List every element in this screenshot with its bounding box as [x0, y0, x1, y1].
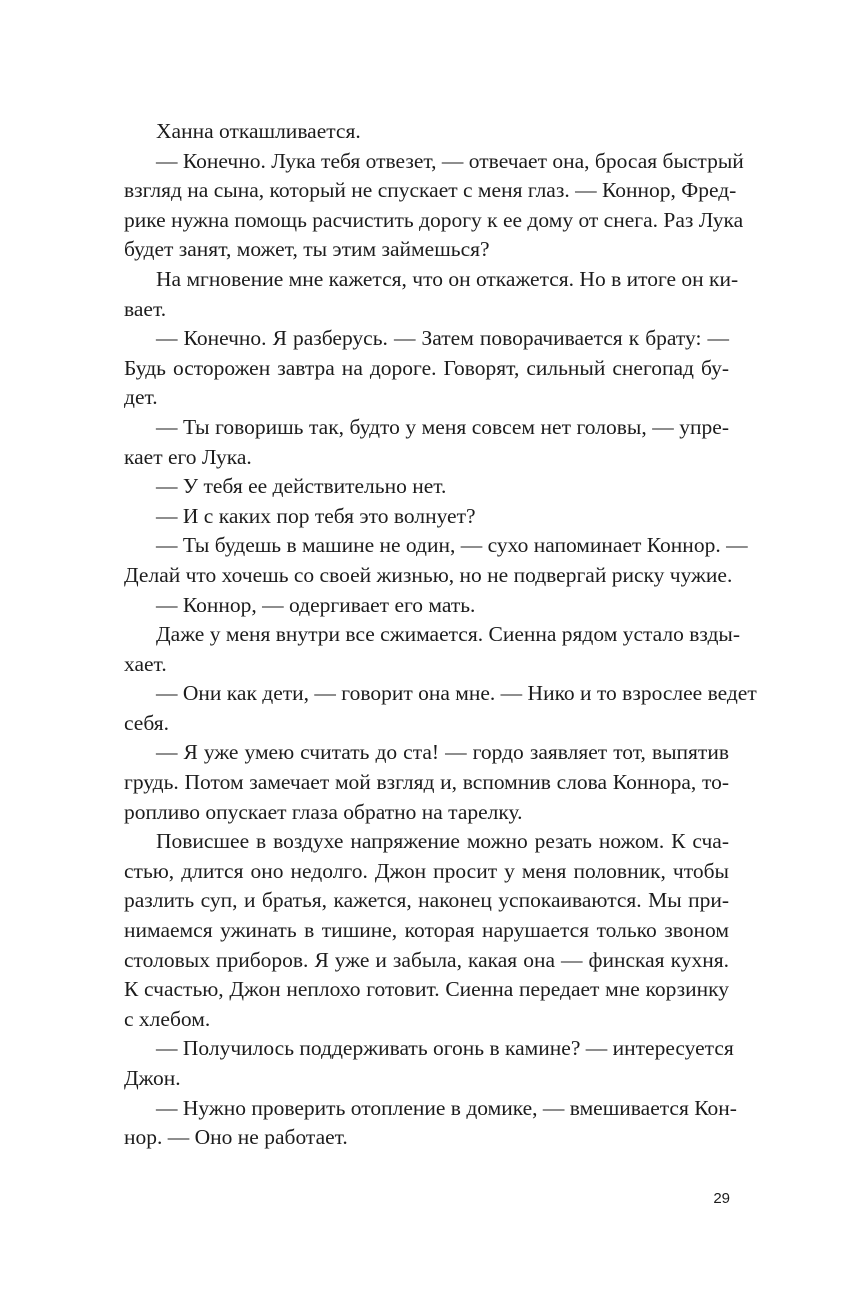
text-line: — Нужно проверить отопление в домике, — вмешивается Кон- [156, 1095, 737, 1120]
text-line: столовых приборов. Я уже и забыла, какая она — финская кухня. [124, 947, 729, 972]
text-line: разлить суп, и братья, кажется, наконец успокаиваются. Мы при- [124, 888, 729, 913]
text-line: — Ты говоришь так, будто у меня совсем нет головы, — упре- [156, 414, 729, 439]
paragraph [124, 827, 729, 1034]
text-line: стью, длится оно недолго. Джон просит у меня половник, чтобы [124, 858, 729, 883]
paragraph [124, 531, 748, 590]
text-line: На мгновение мне кажется, что он откажется. Но в итоге он ки- [156, 266, 739, 291]
paragraph [124, 591, 729, 621]
paragraph [124, 147, 744, 265]
text-line: — Конечно. Я разберусь. — Затем поворачивается к брату: — [156, 326, 729, 351]
paragraph [124, 1094, 737, 1153]
text-line: — Они как дети, — говорит она мне. — Нико и то взрослее ведет [156, 681, 757, 706]
text-line: К счастью, Джон неплохо готовит. Сиенна передает мне корзинку [124, 977, 729, 1002]
paragraph [124, 502, 729, 532]
text-line: дет. [124, 385, 158, 410]
text-line: — Коннор, — одергивает его мать. [156, 592, 476, 617]
text-line: себя. [124, 710, 170, 735]
text-line: — Конечно. Лука тебя отвезет, — отвечает она, бросая быстрый [156, 148, 744, 173]
text-line: Ханна откашливается. [156, 119, 361, 143]
text-line: взгляд на сына, который не спускает с меня глаз. — Коннор, Фред- [124, 178, 737, 203]
paragraph [124, 413, 729, 472]
text-line: грудь. Потом замечает мой взгляд и, вспомнив слова Коннора, то- [124, 770, 729, 795]
text-line: ропливо опускает глаза обратно на тарелку. [124, 799, 523, 824]
text-line: вает. [124, 296, 167, 321]
text-line: Повисшее в воздухе напряжение можно резать ножом. К сча- [156, 829, 729, 854]
paragraph [124, 265, 739, 324]
text-line: Даже у меня внутри все сжимается. Сиенна рядом устало взды- [156, 622, 741, 647]
text-line: с хлебом. [124, 1006, 211, 1031]
text-line: — И с каких пор тебя это волнует? [156, 503, 476, 528]
paragraph [124, 620, 741, 679]
paragraph [124, 679, 757, 738]
text-line: хает. [124, 651, 167, 676]
text-line: — Получилось поддерживать огонь в камине? — интересуется [156, 1036, 734, 1061]
text-line: Будь осторожен завтра на дороге. Говорят, сильный снегопад бу- [124, 355, 729, 380]
text-line: Джон. [124, 1066, 181, 1090]
paragraph [124, 738, 729, 827]
text-line: рике нужна помощь расчистить дорогу к ее дому от снега. Раз Лука [124, 207, 744, 232]
body-text [124, 117, 757, 1153]
text-line: — Я уже умею считать до ста! — гордо заявляет тот, выпятив [156, 740, 729, 765]
paragraph [124, 324, 729, 413]
text-line: нор. — Оно не работает. [124, 1125, 348, 1150]
page-number: 29 [713, 1190, 730, 1207]
paragraph [124, 1034, 734, 1093]
text-line: — У тебя ее действительно нет. [156, 474, 447, 499]
text-line: — Ты будешь в машине не один, — сухо напоминает Коннор. — [156, 533, 748, 558]
paragraph [124, 117, 729, 147]
paragraph [124, 472, 729, 502]
text-line: будет занят, может, ты этим займешься? [124, 237, 490, 262]
text-line: нимаемся ужинать в тишине, которая нарушается только звоном [124, 918, 729, 943]
text-line: кает его Лука. [124, 444, 252, 469]
text-line: Делай что хочешь со своей жизнью, но не подвергай риску чужие. [124, 562, 733, 587]
